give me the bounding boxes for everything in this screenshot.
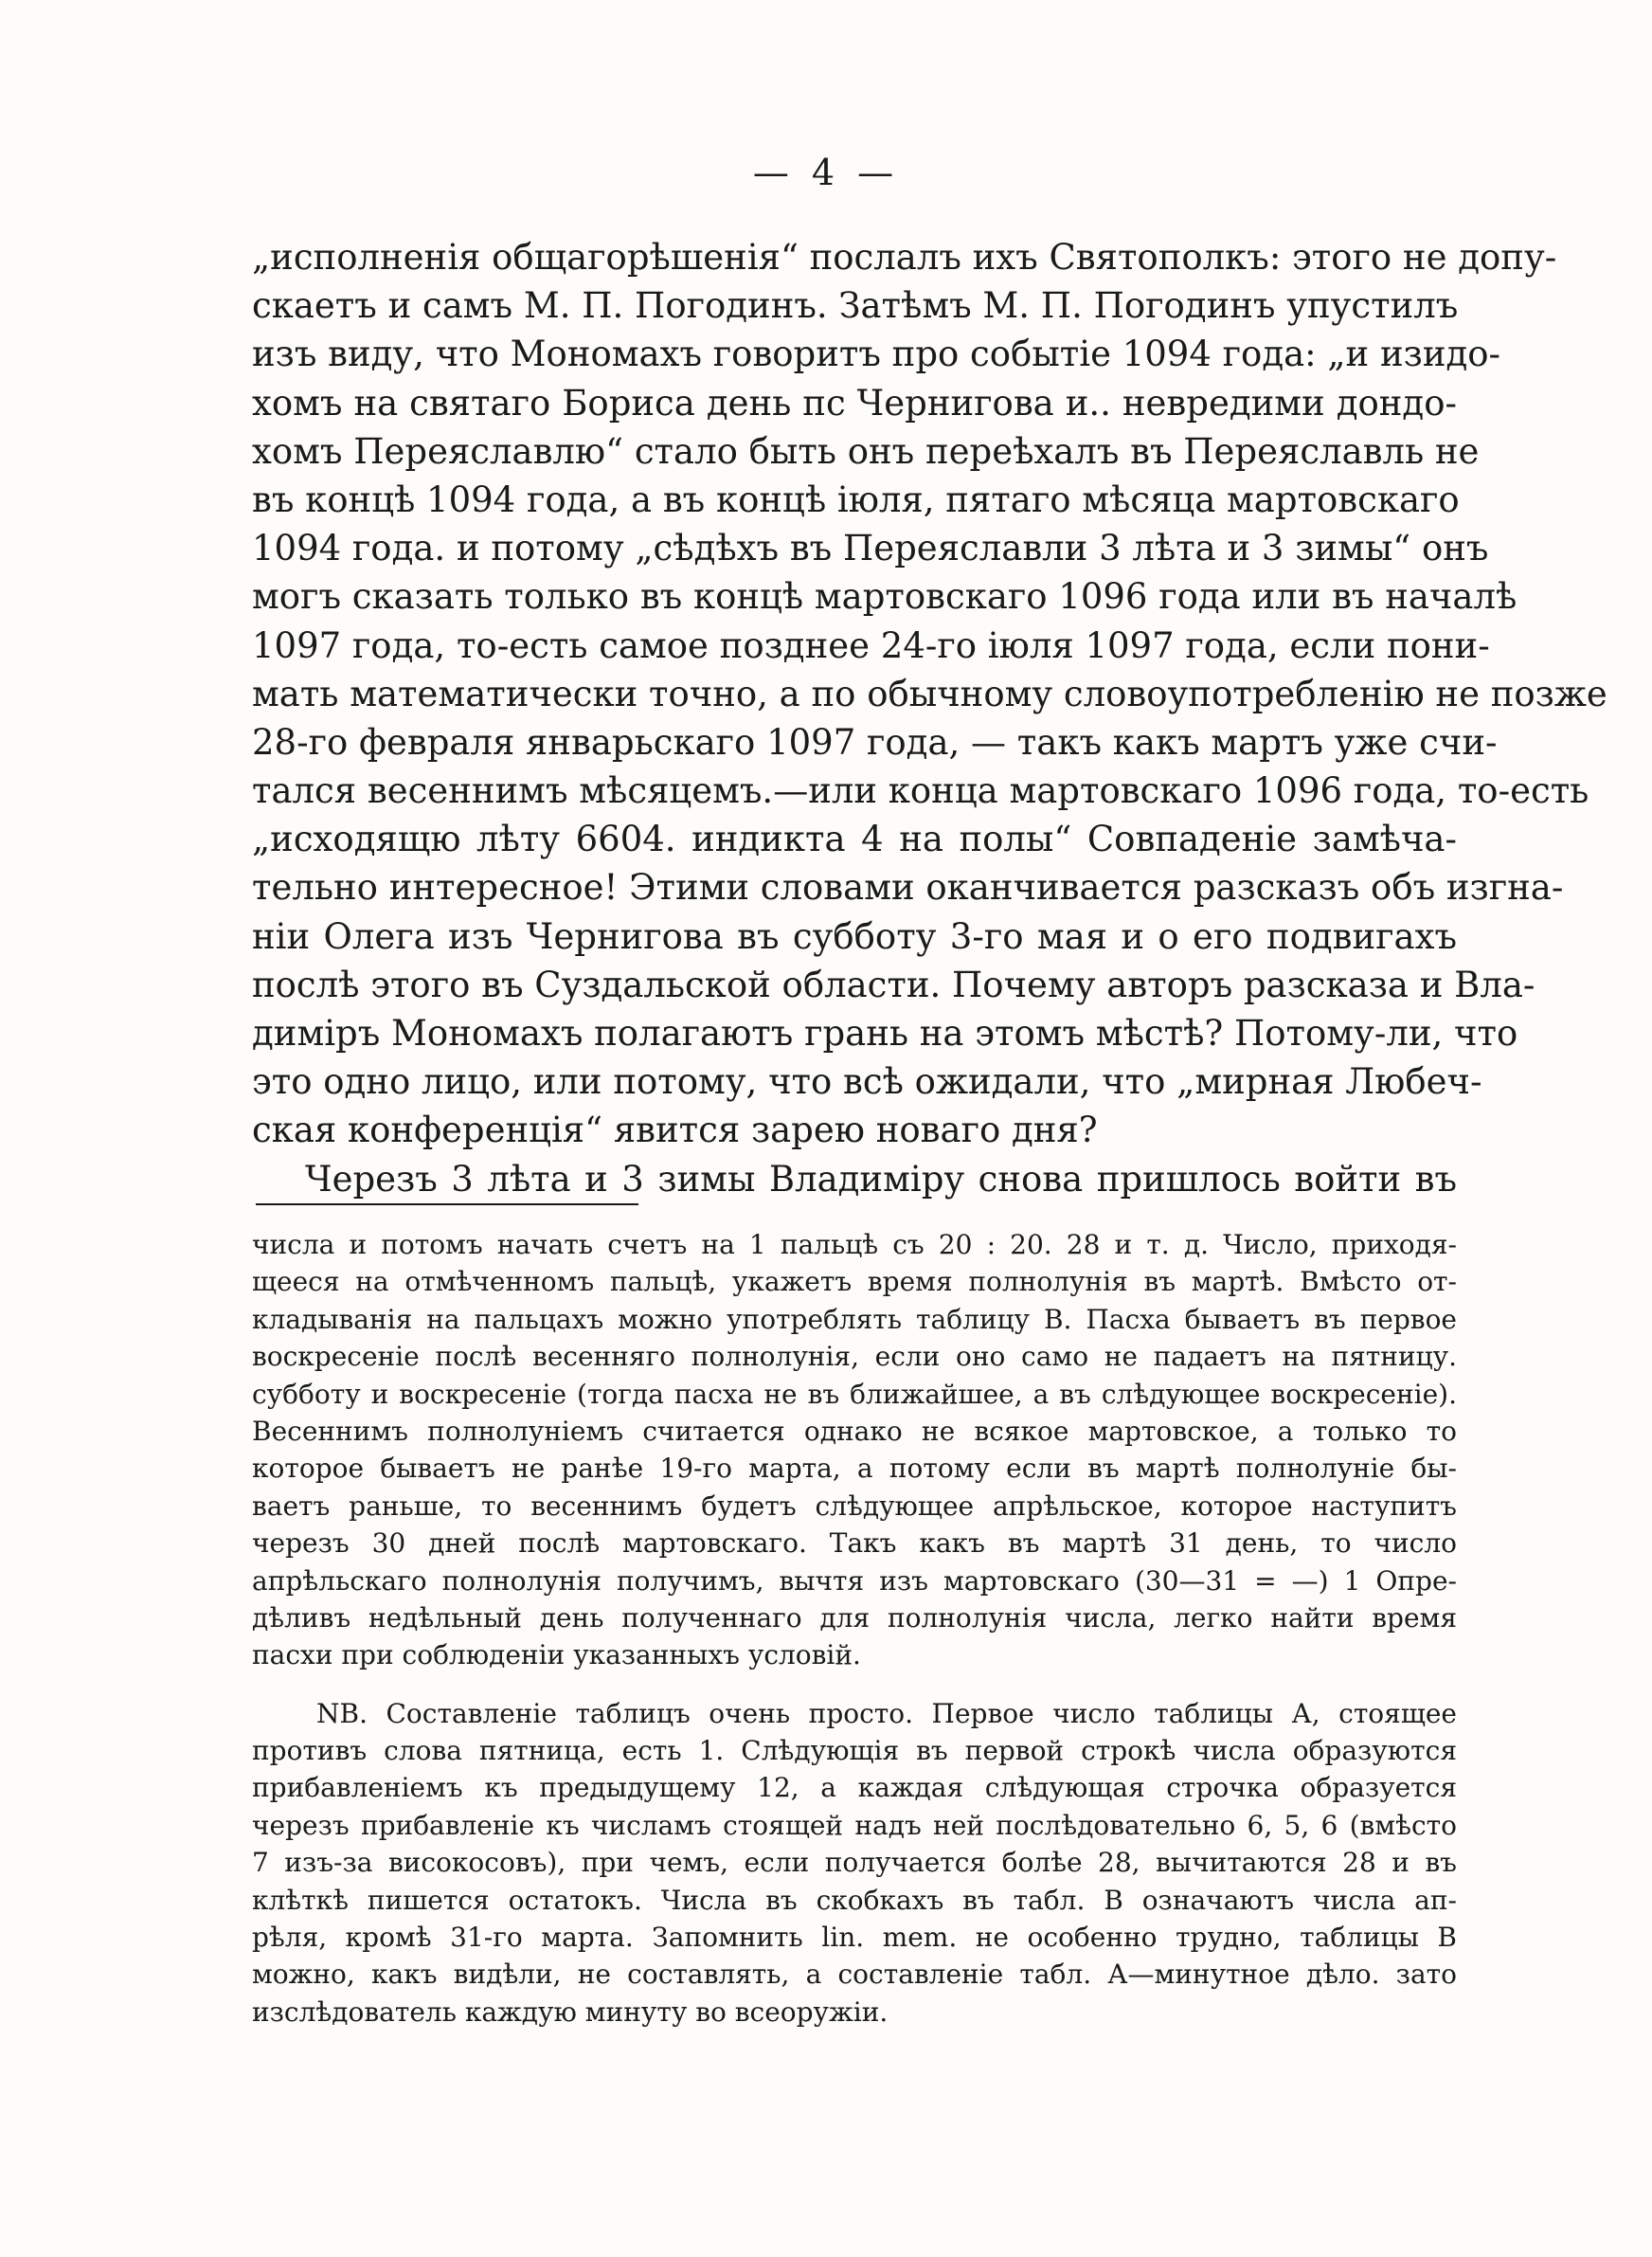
footnote-line: пасхи при соблюденіи указанныхъ условій.	[252, 1639, 861, 1671]
footnote-line: черезъ прибавленіе къ числамъ стоящей надъ ней послѣдовательно 6, 5, 6 (вмѣсто	[252, 1809, 1457, 1841]
footnote-continuation	[252, 1226, 1457, 1674]
footnote-divider	[256, 1203, 638, 1205]
text-line: Черезъ 3 лѣта и 3 зимы Владиміру снова пришлось войти въ	[305, 1158, 1457, 1200]
text-line: „исходящю лѣту 6604. индикта 4 на полы“ Совпаденіе замѣча-	[252, 819, 1457, 860]
footnote-line: числа и потомъ начать счетъ на 1 пальцѣ съ 20 : 20. 28 и т. д. Число, приходя-	[252, 1229, 1457, 1260]
footnote-line: противъ слова пятница, есть 1. Слѣдующія въ первой строкѣ числа образуются	[252, 1735, 1457, 1767]
text-line: тельно интересное! Этими словами оканчивается разсказъ объ изгна-	[252, 867, 1564, 909]
text-line: ніи Олега изъ Чернигова въ субботу 3-го мая и о его подвигахъ	[252, 915, 1457, 957]
text-line: скаетъ и самъ М. П. Погодинъ. Затѣмъ М. П. Погодинъ упустилъ	[252, 285, 1459, 327]
footnote-line: Весеннимъ полнолуніемъ считается однако не всякое мартовское, а только то	[252, 1415, 1457, 1447]
footnote-line: клѣткѣ пишется остатокъ. Числа въ скобкахъ въ табл. В означаютъ числа ап-	[252, 1884, 1457, 1916]
footnotes	[252, 1226, 1457, 2031]
footnote-line: рѣля, кромѣ 31-го марта. Запомнить lin. mem. не особенно трудно, таблицы В	[252, 1922, 1457, 1954]
text-line: ская конференція“ явится зарею новаго дня?	[252, 1110, 1098, 1151]
footnote-line: дѣливъ недѣльный день полученнаго для полнолунія числа, легко найти время	[252, 1601, 1457, 1634]
text-line: 1097 года, то-есть самое позднее 24-го іюля 1097 года, если пони-	[252, 624, 1490, 666]
text-line: послѣ этого въ Суздальской области. Почему авторъ разсказа и Вла-	[252, 964, 1535, 1005]
text-line: изъ виду, что Мономахъ говоритъ про событіе 1094 года: „и изидо-	[252, 334, 1501, 375]
text-line: хомъ Переяславлю“ стало быть онъ переѣхалъ въ Переяславль не	[252, 430, 1480, 472]
page-number: — 4 —	[752, 152, 900, 193]
footnote-line: которое бываетъ не ранѣе 19-го марта, а потому если въ мартѣ полнолуніе бы-	[252, 1453, 1457, 1485]
main-text	[252, 233, 1607, 1203]
footnote-line: щееся на отмѣченномъ пальцѣ, укажетъ время полнолунія въ мартѣ. Вмѣсто от-	[252, 1266, 1457, 1298]
footnote-line: кладыванія на пальцахъ можно употреблять таблицу В. Пасха бываетъ въ первое	[252, 1303, 1457, 1335]
footnote-line: субботу и воскресеніе (тогда пасха не въ ближайшее, а въ слѣдующее воскресеніе).	[252, 1378, 1457, 1410]
footnote-nb	[252, 1695, 1457, 2031]
text-line: въ концѣ 1094 года, а въ концѣ іюля, пятаго мѣсяца мартовскаго	[252, 478, 1460, 520]
footnote-line: можно, какъ видѣли, не составлять, а составленіе табл. А—минутное дѣло. зато	[252, 1959, 1457, 1991]
text-line: мать математически точно, а по обычному словоупотребленію не позже	[252, 673, 1607, 714]
footnote-line: апрѣльскаго полнолунія получимъ, вычтя изъ мартовскаго (30—31 = —) 1 Опре-	[252, 1564, 1457, 1597]
footnote-line: изслѣдователь каждую минуту во всеоружіи.	[252, 1995, 889, 2028]
footnote-line: NВ. Составленіе таблицъ очень просто. Первое число таблицы А, стоящее	[316, 1697, 1457, 1729]
text-line: хомъ на святаго Бориса день пс Чернигова и.. невредими дондо-	[252, 382, 1457, 424]
footnote-line: воскресеніе послѣ весенняго полнолунія, если оно само не падаетъ на пятницу.	[252, 1341, 1457, 1373]
text-line: „исполненія общагорѣшенія“ послалъ ихъ Святополкъ: этого не допу-	[252, 237, 1557, 278]
text-line: диміръ Мономахъ полагаютъ грань на этомъ мѣстѣ? Потому-ли, что	[252, 1013, 1518, 1054]
footnote-line: ваетъ раньше, то весеннимъ будетъ слѣдующее апрѣльское, которое наступитъ	[252, 1490, 1457, 1522]
text-line: 28-го февраля январьскаго 1097 года, — такъ какъ мартъ уже счи-	[252, 721, 1498, 763]
footnote-line: 7 изъ-за високосовъ), при чемъ, если получается болѣе 28, вычитаются 28 и въ	[252, 1847, 1457, 1879]
text-line: тался весеннимъ мѣсяцемъ.—или конца мартовскаго 1096 года, то-есть	[252, 770, 1589, 812]
text-line: 1094 года. и потому „сѣдѣхъ въ Переяславли 3 лѣта и 3 зимы“ онъ	[252, 528, 1489, 569]
text-line: это одно лицо, или потому, что всѣ ожидали, что „мирная Любеч-	[252, 1061, 1482, 1103]
footnote-line: черезъ 30 дней послѣ мартовскаго. Такъ какъ въ мартѣ 31 день, то число	[252, 1527, 1457, 1560]
text-line: могъ сказать только въ концѣ мартовскаго 1096 года или въ началѣ	[252, 576, 1517, 618]
footnote-line: прибавленіемъ къ предыдущему 12, а каждая слѣдующая строчка образуется	[252, 1772, 1457, 1804]
